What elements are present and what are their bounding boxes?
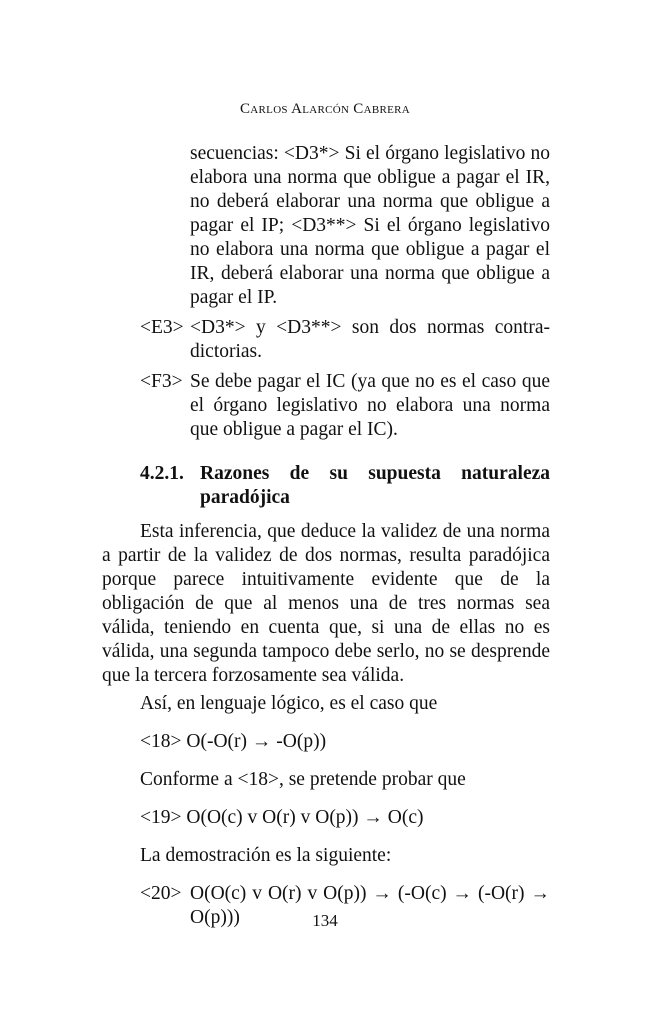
item-label: <F3> [140, 371, 183, 392]
list-item-e3 [140, 316, 550, 364]
page-body [102, 142, 550, 930]
body-paragraph: Así, en lenguaje lógico, es el caso que [140, 693, 438, 714]
section-number: 4.2.1. [140, 463, 184, 484]
body-text-conforme: Conforme a <18>, se pretende probar que [140, 769, 466, 790]
formula-19: <19> O(O(c) v O(r) v O(p)) → O(c) [140, 807, 424, 828]
continued-item-text: secuencias: <D3*> Si el órgano legislativo no elabora una norma que obligue a pagar el IR, no deberá elaborar una norma que obligue a pagar el IP; <D3**> Si el órgano legislativo no elabora una norma que obligue a pagar el IR, deberá elaborar una norma que obligue a pagar el IP. [190, 143, 550, 308]
list-item-f3 [140, 370, 550, 442]
section-heading [140, 462, 550, 510]
body-paragraph: Esta inferencia, que deduce la validez de una norma a partir de la validez de dos normas, resulta paradójica porque parece intuitivamente evidente que de la obligación de que al menos una de tres normas sea válida, teniendo en cuenta que, si una de ellas no es válida, una segunda tampoco debe serlo, no se desprende que la tercera forzosamente sea válida. [102, 521, 550, 686]
formula-text: O(O(c) v O(r) v O(p)) → (-O(c) → (-O(r) → O(p))) [190, 883, 550, 928]
body-text-demostracion: La demostración es la siguiente: [140, 845, 392, 866]
item-label: <E3> [140, 317, 184, 338]
item-text: Se debe pagar el IC (ya que no es el caso que el órgano legislativo no elabora una norma que obligue a pagar el IC). [190, 371, 550, 440]
item-text: <D3*> y <D3**> son dos normas contradictorias. [190, 317, 550, 362]
page-number: 134 [312, 911, 338, 930]
running-header: Carlos Alarcón Cabrera [239, 101, 411, 117]
formula-label: <20> [140, 883, 182, 904]
formula-18: <18> O(-O(r) → -O(p)) [140, 731, 327, 752]
section-title: Razones de su supuesta naturaleza paradójica [200, 463, 550, 508]
